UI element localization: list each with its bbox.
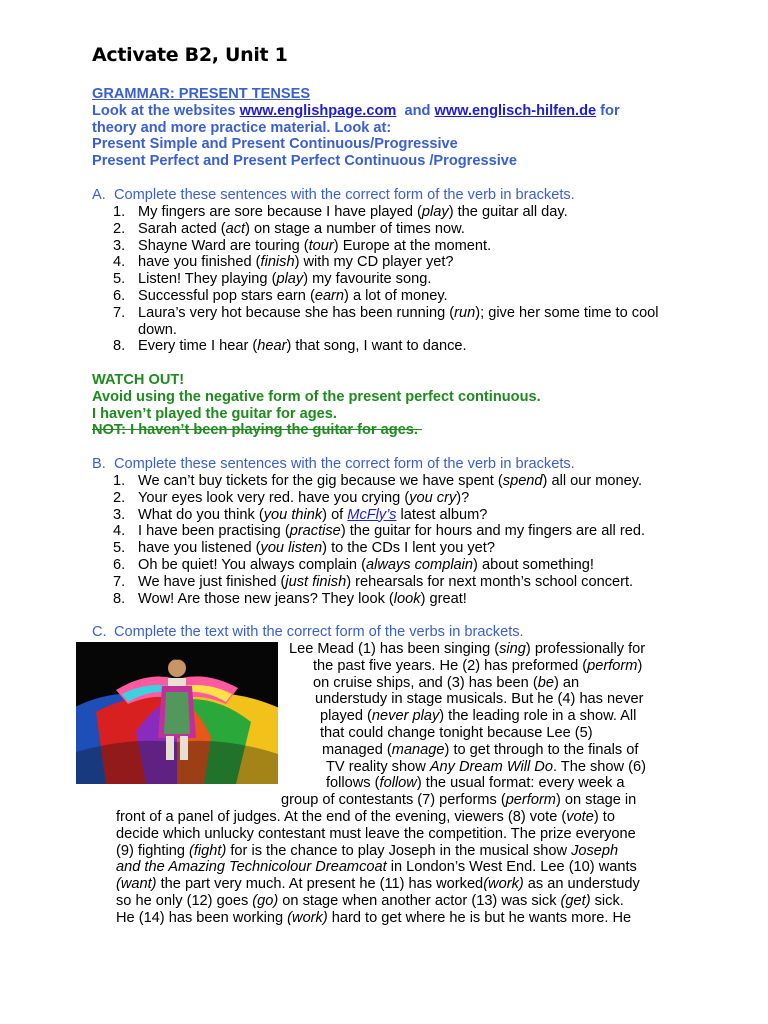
item-number: 5. xyxy=(113,271,126,288)
passage-line xyxy=(289,641,645,658)
passage-text: Lee Mead (1) has been singing ( xyxy=(289,641,500,657)
item-number: 4. xyxy=(113,254,126,271)
item-verb: you cry xyxy=(409,489,457,506)
list-item xyxy=(113,473,673,490)
passage-text: follows ( xyxy=(326,775,380,792)
item-text: ) great! xyxy=(420,590,467,607)
item-text: ) all our money. xyxy=(542,473,643,489)
item-text: Every time I hear ( xyxy=(138,338,258,355)
item-text: ) with my CD player yet? xyxy=(294,254,454,271)
grammar-line3: Present Simple and Present Continuous/Progressive xyxy=(92,136,458,153)
list-item xyxy=(113,338,673,355)
passage-text: played ( xyxy=(320,708,372,725)
passage-text: ) professionally for xyxy=(525,641,646,657)
page-title: Activate B2, Unit 1 xyxy=(92,44,288,66)
section-b-text: Complete these sentences with the correct form of the verb in brackets. xyxy=(114,456,575,472)
item-text: ) a lot of money. xyxy=(344,287,448,304)
item-number: 7. xyxy=(113,304,126,321)
list-item xyxy=(113,574,673,591)
item-verb: act xyxy=(225,220,246,237)
item-text: Sarah acted ( xyxy=(138,220,226,237)
passage-italic: manage xyxy=(391,741,445,758)
item-text: )? xyxy=(456,489,470,506)
passage-line xyxy=(116,876,640,893)
englishpage-link[interactable]: www.englishpage.com xyxy=(239,102,397,119)
item-text: ) on stage a number of times now. xyxy=(245,220,465,237)
watch-out-box xyxy=(92,372,541,439)
item-number: 2. xyxy=(113,220,126,237)
passage-italic: (get) xyxy=(560,893,591,909)
item-verb: you think xyxy=(263,506,323,523)
passage-text: so he only (12) goes xyxy=(116,893,253,909)
passage-text: managed ( xyxy=(322,741,392,758)
passage-text: decide which unlucky contestant must leave the competition. The prize everyone xyxy=(116,825,636,842)
passage-text: as an understudy xyxy=(523,876,640,893)
section-a-list xyxy=(113,204,673,355)
list-item xyxy=(113,305,673,339)
item-text: Your eyes look very red. have you crying ( xyxy=(138,489,410,506)
passage-line xyxy=(322,742,638,759)
passage-italic: sing xyxy=(499,641,526,657)
item-text: Laura’s very hot because she has been running ( xyxy=(138,304,455,321)
passage-italic: and the Amazing Technicolour Dreamcoat xyxy=(116,859,387,876)
item-number: 1. xyxy=(113,473,126,489)
item-verb: just finish xyxy=(285,573,347,590)
list-item xyxy=(113,204,673,221)
item-verb: run xyxy=(454,304,476,321)
passage-line xyxy=(326,759,646,776)
passage-text: that could change tonight because Lee (5) xyxy=(320,725,593,741)
item-text: ) the guitar for hours and my fingers are all red. xyxy=(340,523,645,540)
item-text: latest album? xyxy=(396,506,488,523)
passage-line xyxy=(326,775,625,792)
item-number: 8. xyxy=(113,590,126,607)
item-number: 3. xyxy=(113,237,126,254)
mcfly-link[interactable]: McFly’s xyxy=(347,506,397,523)
list-item xyxy=(113,507,673,524)
passage-text: (9) fighting xyxy=(116,842,190,859)
passage-text: for is the chance to play Joseph in the musical show xyxy=(226,842,572,859)
grammar-heading: GRAMMAR: PRESENT TENSES xyxy=(92,86,311,102)
passage-italic: be xyxy=(537,674,554,691)
passage-line xyxy=(116,893,624,910)
item-verb: hear xyxy=(257,338,287,355)
section-b-list xyxy=(113,473,673,607)
item-verb: finish xyxy=(260,254,295,271)
passage-text: hard to get where he is but he wants more. He xyxy=(327,909,632,926)
passage-text: the past five years. He (2) has preformed ( xyxy=(313,657,588,674)
item-text: ) that song, I want to dance. xyxy=(286,338,467,355)
passage-italic: (fight) xyxy=(189,842,227,859)
passage-text: TV reality show xyxy=(326,758,430,775)
item-verb: play xyxy=(276,271,304,288)
item-number: 7. xyxy=(113,573,126,590)
item-text: We can’t buy tickets for the gig because we have spent ( xyxy=(138,473,503,489)
grammar-line2: theory and more practice material. Look at: xyxy=(92,119,392,136)
passage-line xyxy=(281,792,636,809)
passage-italic: vote xyxy=(566,809,594,825)
passage-line xyxy=(313,675,579,692)
passage-text: He (14) has been working xyxy=(116,909,288,926)
passage-text: on stage when another actor (13) was sick xyxy=(278,893,561,909)
item-text: ) Europe at the moment. xyxy=(333,237,492,254)
item-verb: tour xyxy=(308,237,334,254)
item-verb: you listen xyxy=(260,540,323,557)
passage-text: sick. xyxy=(590,893,624,909)
passage-line xyxy=(320,725,593,742)
grammar-intro xyxy=(92,86,620,170)
passage-text: in London’s West End. Lee (10) wants xyxy=(386,859,637,876)
item-number: 2. xyxy=(113,489,126,506)
list-item xyxy=(113,254,673,271)
grammar-line1-pre: Look at the websites xyxy=(92,102,240,119)
item-text: ) rehearsals for next month’s school concert. xyxy=(346,573,634,590)
item-text: Successful pop stars earn ( xyxy=(138,287,315,304)
section-c-instruction xyxy=(92,624,524,641)
item-text: ); give her some time to cool down. xyxy=(138,304,659,338)
item-text: ) to the CDs I lent you yet? xyxy=(322,540,495,557)
item-verb: earn xyxy=(314,287,345,304)
list-item xyxy=(113,271,673,288)
item-verb: practise xyxy=(289,523,341,540)
passage-italic: perform xyxy=(505,792,556,809)
item-text: Oh be quiet! You always complain ( xyxy=(138,556,366,573)
passage-text: on cruise ships, and (3) has been ( xyxy=(313,674,538,691)
passage-text: ) the leading role in a show. All xyxy=(439,708,637,725)
watch-out-line1: Avoid using the negative form of the present perfect continuous. xyxy=(92,388,541,405)
passage-text: ) the usual format: every week a xyxy=(416,775,625,792)
passage-italic: follow xyxy=(379,775,417,792)
item-text: ) the guitar all day. xyxy=(448,204,568,220)
passage-italic: perform xyxy=(587,657,638,674)
passage-text: ) an xyxy=(553,674,580,691)
passage-italic: Any Dream Will Do xyxy=(429,758,553,775)
list-item xyxy=(113,221,673,238)
passage-text: understudy in stage musicals. But he (4) has never xyxy=(315,691,644,708)
item-text: ) of xyxy=(322,506,348,523)
list-item xyxy=(113,238,673,255)
section-c-letter: C. xyxy=(92,624,107,640)
item-verb: always complain xyxy=(365,556,474,573)
grammar-line1-post: for xyxy=(596,102,620,119)
watch-out-heading: WATCH OUT! xyxy=(92,372,185,388)
passage-text: ) xyxy=(637,657,643,674)
item-number: 5. xyxy=(113,540,126,557)
item-number: 1. xyxy=(113,204,126,220)
item-text: have you listened ( xyxy=(138,540,261,557)
item-verb: look xyxy=(393,590,421,607)
item-text: Wow! Are those new jeans? They look ( xyxy=(138,590,394,607)
passage-italic: never play xyxy=(371,708,440,725)
grammar-line1-mid: and xyxy=(396,102,435,119)
passage-italic: (go) xyxy=(252,893,279,909)
passage-italic: Joseph xyxy=(571,842,619,859)
passage-line xyxy=(313,658,642,675)
passage-italic: (want) xyxy=(116,876,157,893)
passage-line xyxy=(116,859,637,876)
item-text: My fingers are sore because I have played ( xyxy=(138,204,422,220)
item-text: ) about something! xyxy=(473,556,594,573)
section-a-text: Complete these sentences with the correct form of the verb in brackets. xyxy=(114,187,575,203)
list-item xyxy=(113,288,673,305)
passage-text: group of contestants (7) performs ( xyxy=(281,792,506,809)
watch-out-line3: NOT: I haven’t been playing the guitar for ages. xyxy=(92,422,423,439)
passage-text: the part very much. At present he (11) has worked xyxy=(156,876,484,893)
list-item xyxy=(113,557,673,574)
watch-out-line2: I haven’t played the guitar for ages. xyxy=(92,405,337,422)
passage-line xyxy=(116,910,631,927)
item-number: 6. xyxy=(113,556,126,573)
passage-text: ) to xyxy=(593,809,615,825)
section-b-instruction xyxy=(92,456,575,473)
passage-text: . The show (6) xyxy=(552,758,646,775)
item-text: We have just finished ( xyxy=(138,573,286,590)
item-number: 3. xyxy=(113,506,126,523)
item-verb: play xyxy=(421,204,449,220)
passage-text: ) on stage in xyxy=(555,792,637,809)
item-text: I have been practising ( xyxy=(138,523,290,540)
joseph-stage-photo xyxy=(76,642,278,784)
section-a-letter: A. xyxy=(92,187,106,203)
section-b-letter: B. xyxy=(92,456,106,472)
item-text: ) my favourite song. xyxy=(303,271,432,288)
item-number: 4. xyxy=(113,523,126,540)
passage-italic: (work) xyxy=(483,876,524,893)
item-text: What do you think ( xyxy=(138,506,264,523)
item-text: have you finished ( xyxy=(138,254,261,271)
item-number: 8. xyxy=(113,338,126,355)
section-c-text: Complete the text with the correct form of the verbs in brackets. xyxy=(114,624,524,640)
englisch-hilfen-link[interactable]: www.englisch-hilfen.de xyxy=(434,102,597,119)
item-number: 6. xyxy=(113,287,126,304)
list-item xyxy=(113,490,673,507)
passage-line xyxy=(320,708,636,725)
passage-line xyxy=(315,691,644,708)
passage-text: ) to get through to the finals of xyxy=(444,741,639,758)
passage-line xyxy=(116,826,636,843)
list-item xyxy=(113,540,673,557)
item-text: Shayne Ward are touring ( xyxy=(138,237,309,254)
grammar-line4: Present Perfect and Present Perfect Continuous /Progressive xyxy=(92,153,517,170)
performer-photo-illustration xyxy=(76,642,278,784)
item-text: Listen! They playing ( xyxy=(138,271,277,288)
passage-line xyxy=(116,843,618,860)
passage-line xyxy=(116,809,615,826)
list-item xyxy=(113,523,673,540)
item-verb: spend xyxy=(502,473,543,489)
passage-text: front of a panel of judges. At the end of the evening, viewers (8) vote ( xyxy=(116,809,567,825)
list-item xyxy=(113,591,673,608)
section-a-instruction xyxy=(92,187,575,204)
passage-italic: (work) xyxy=(287,909,328,926)
